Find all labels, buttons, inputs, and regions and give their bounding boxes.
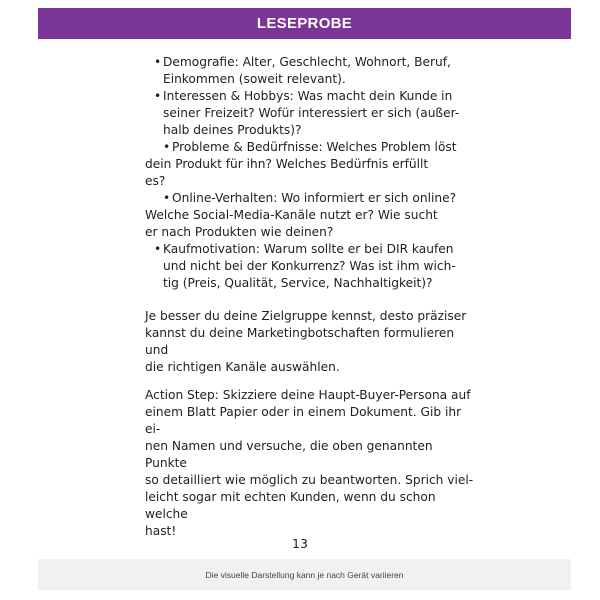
footer-note: Die visuelle Darstellung kann je nach Gerät variieren <box>205 569 404 580</box>
bullet-line: Demografie: Alter, Geschlecht, Wohnort, Beruf, <box>163 55 451 69</box>
bullet-interessen <box>145 88 475 139</box>
bullet-line: und nicht bei der Konkurrenz? Was ist ihm wich- <box>163 259 456 273</box>
paragraph-line: kannst du deine Marketingbotschaften formulieren und <box>145 326 455 357</box>
bullet-line: Probleme & Bedürfnisse: Welches Problem löst <box>172 140 457 154</box>
paragraph-line: so detailliert wie möglich zu beantworten. Sprich viel- <box>145 473 474 487</box>
paragraph-line: nen Namen und versuche, die oben genannten Punkte <box>145 439 433 470</box>
bullet-online <box>145 190 475 241</box>
bullet-line: es? <box>145 174 166 188</box>
header-banner <box>38 8 571 39</box>
bullet-line: Kaufmotivation: Warum sollte er bei DIR kaufen <box>163 242 454 256</box>
bullet-kaufmotivation <box>145 241 475 292</box>
paragraph-line: Action Step: Skizziere deine Haupt-Buyer-Persona auf <box>145 388 471 402</box>
bullet-marker: • <box>154 89 162 103</box>
bullet-line: Welche Social-Media-Kanäle nutzt er? Wie sucht <box>145 208 438 222</box>
bullet-line: dein Produkt für ihn? Welches Bedürfnis erfüllt <box>145 157 429 171</box>
page-number: 13 <box>292 536 308 551</box>
paragraph-line: einem Blatt Papier oder in einem Dokument. Gib ihr ei- <box>145 405 462 436</box>
bullet-marker: • <box>163 140 171 154</box>
paragraph-action-step <box>145 387 475 540</box>
paragraph-line: leicht sogar mit echten Kunden, wenn du schon welche <box>145 490 436 521</box>
bullet-line: er nach Produkten wie deinen? <box>145 225 334 239</box>
bullet-line: seiner Freizeit? Wofür interessiert er sich (außer- <box>163 106 460 120</box>
paragraph-zielgruppe <box>145 308 475 376</box>
bullet-marker: • <box>163 191 171 205</box>
bullet-line: tig (Preis, Qualität, Service, Nachhaltigkeit)? <box>163 276 433 290</box>
bullet-marker: • <box>154 55 162 69</box>
bullet-line: halb deines Produkts)? <box>163 123 302 137</box>
page-content <box>145 54 475 540</box>
paragraph-line: Je besser du deine Zielgruppe kennst, desto präziser <box>145 309 467 323</box>
bullet-line: Einkommen (soweit relevant). <box>163 72 346 86</box>
bullet-demografie <box>145 54 475 88</box>
bullet-line: Interessen & Hobbys: Was macht dein Kunde in <box>163 89 453 103</box>
bullet-probleme <box>145 139 475 190</box>
paragraph-line: hast! <box>145 524 177 538</box>
footer-banner <box>38 559 571 590</box>
bullet-line: Online-Verhalten: Wo informiert er sich online? <box>172 191 457 205</box>
bullet-marker: • <box>154 242 162 256</box>
paragraph-line: die richtigen Kanäle auswählen. <box>145 360 340 374</box>
header-title: LESEPROBE <box>256 15 353 32</box>
